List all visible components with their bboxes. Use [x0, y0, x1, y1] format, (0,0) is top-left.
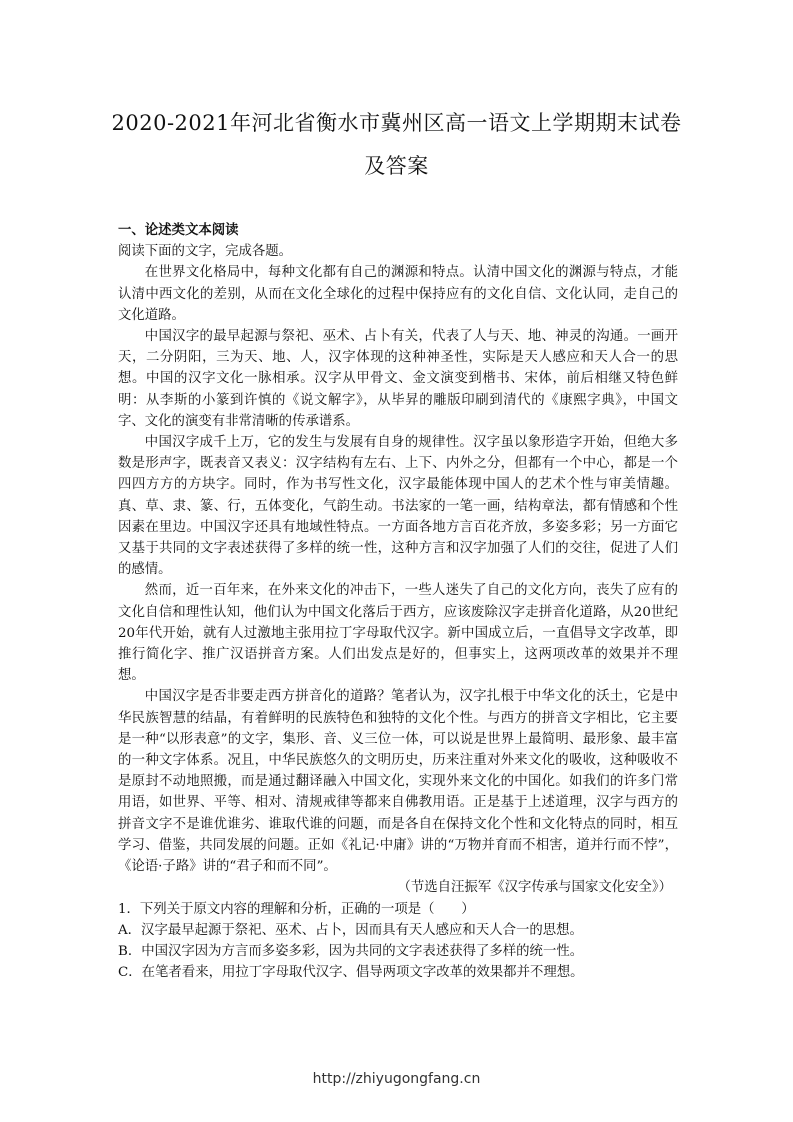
instruction-text: 阅读下面的文字，完成各题。: [118, 244, 293, 260]
paragraph: 中国汉字成千上万，它的发生与发展有自身的规律性。汉字虽以象形造字开始，但绝大多数是形声字，既表音又表义：汉字结构有左右、上下、内外之分，但都有一个中心，都是一个四四方方的方块字。同时，作为书写性文化，汉字最能体现中国人的艺术个性与审美情趣。真、草、隶、篆、行，五体变化，气韵生动。书法家的一笔一画，结构章法，都有情感和个性因素在里边。中国汉字还具有地域性特点。一方面各地方言百花齐放，多姿多彩；另一方面它又基于共同的文字表述获得了多样的统一性，这种方言和汉字加强了人们的交往，促进了人们的感情。: [118, 435, 678, 578]
document-body: [118, 220, 678, 983]
document-title: 2020-2021年河北省衡水市冀州区高一语文上学期期末试卷及答案: [111, 111, 682, 178]
paragraph: 在世界文化格局中，每种文化都有自己的渊源和特点。认清中国文化的渊源与特点，才能认清中西文化的差别，从而在文化全球化的过程中保持应有的文化自信、文化认同，走自己的文化道路。: [118, 265, 678, 323]
question-option-a: A．汉字最早起源于祭祀、巫术、占卜，因而具有天人感应和天人合一的思想。: [118, 922, 583, 938]
question-option-c: C．在笔者看来，用拉丁字母取代汉字、倡导两项文字改革的效果都并不理想。: [118, 965, 584, 981]
source-citation: （节选自汪振军《汉字传承与国家文化安全》）: [397, 880, 672, 896]
paragraph: 中国汉字的最早起源与祭祀、巫术、占卜有关，代表了人与天、地、神灵的沟通。一画开天，二分阴阳，三为天、地、人，汉字体现的这种神圣性，实际是天人感应和天人合一的思想。中国的汉字文化一脉相承。汉字从甲骨文、金文演变到楷书、宋体，前后相继又特色鲜明：从李斯的小篆到许慎的《说文解字》，从毕昇的雕版印刷到清代的《康熙字典》，中国文字、文化的演变有非常清晰的传承谱系。: [118, 329, 678, 429]
section-heading: 一、论述类文本阅读: [118, 222, 239, 238]
question-option-b: B．中国汉字因为方言而多姿多彩，因为共同的文字表述获得了多样的统一性。: [118, 943, 584, 959]
question-stem: 1．下列关于原文内容的理解和分析，正确的一项是（ ）: [118, 901, 475, 917]
paragraph: 中国汉字是否非要走西方拼音化的道路？笔者认为，汉字扎根于中华文化的沃土，它是中华民族智慧的结晶，有着鲜明的民族特色和独特的文化个性。与西方的拼音文字相比，它主要是一种“以形表意”的文字，集形、音、义三位一体，可以说是世界上最简明、最形象、最丰富的一种文字体系。况且，中华民族悠久的文明历史，历来注重对外来文化的吸收，这种吸收不是原封不动地照搬，而是通过翻译融入中国文化，实现外来文化的中国化。如我们的许多门常用语，如世界、平等、相对、清规戒律等都来自佛教用语。正是基于上述道理，汉字与西方的拼音文字不是谁优谁劣、谁取代谁的问题，而是各自在保持文化个性和文化特点的同时，相互学习、借鉴，共同发展的问题。正如《礼记·中庸》讲的“万物并育而不相害，道并行而不悖”，《论语·子路》讲的“君子和而不同”。: [118, 689, 678, 875]
footer-url: http://zhiyugongfang.cn: [312, 1071, 481, 1087]
paragraph: 然而，近一百年来，在外来文化的冲击下，一些人迷失了自己的文化方向，丧失了应有的文化自信和理性认知，他们认为中国文化落后于西方，应该废除汉字走拼音化道路，从20世纪20年代开始，就有人过激地主张用拉丁字母取代汉字。新中国成立后，一直倡导文字改革，即推行简化字、推广汉语拼音方案。人们出发点是好的，但事实上，这两项改革的效果并不理想。: [118, 583, 678, 684]
